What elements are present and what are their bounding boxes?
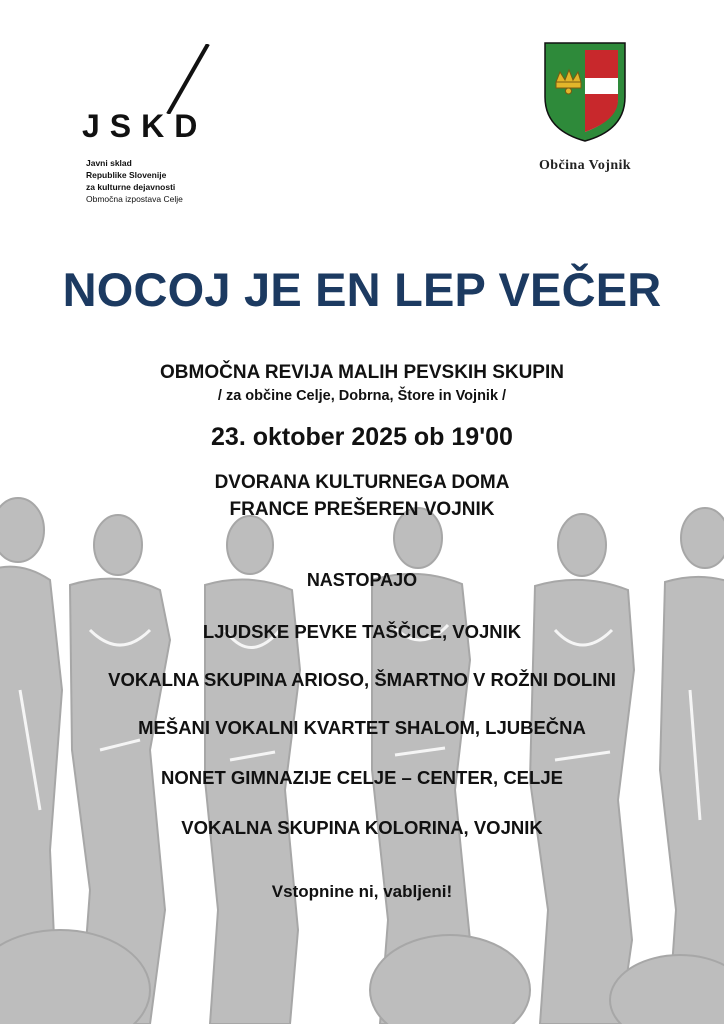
jskd-line-2: Republike Slovenije	[86, 170, 167, 180]
performers-heading: NASTOPAJO	[306, 570, 418, 590]
event-datetime: 23. oktober 2025 ob 19'00	[211, 423, 513, 451]
performer-item: LJUDSKE PEVKE TAŠČICE, VOJNIK	[202, 621, 522, 642]
event-title: NOCOJ JE EN LEP VEČER	[62, 263, 662, 316]
jskd-line-3: za kulturne dejavnosti	[86, 182, 176, 192]
performer-item: VOKALNA SKUPINA KOLORINA, VOJNIK	[181, 817, 543, 838]
jskd-mark-icon	[80, 44, 220, 114]
event-region: / za občine Celje, Dobrna, Štore in Vojnik /	[217, 388, 507, 404]
performer-item: NONET GIMNAZIJE CELJE – CENTER, CELJE	[161, 767, 563, 788]
performer-item: MEŠANI VOKALNI KVARTET SHALOM, LJUBEČNA	[138, 717, 586, 738]
vojnik-coat-of-arms-icon	[544, 42, 626, 142]
jskd-line-1: Javni sklad	[86, 158, 132, 168]
municipality-name: Občina Vojnik	[539, 158, 631, 173]
closing-note: Vstopnine ni, vabljeni!	[271, 882, 453, 901]
jskd-tagline	[86, 157, 183, 205]
event-subtitle: OBMOČNA REVIJA MALIH PEVSKIH SKUPIN	[160, 362, 564, 383]
jskd-line-4: Območna izpostava Celje	[86, 194, 183, 204]
venue-line-1: DVORANA KULTURNEGA DOMA	[214, 472, 510, 493]
venue-line-2: FRANCE PREŠEREN VOJNIK	[229, 499, 495, 520]
performer-item: VOKALNA SKUPINA ARIOSO, ŠMARTNO V ROŽNI DOLINI	[108, 669, 616, 690]
jskd-letters: JSKD	[82, 108, 208, 144]
jskd-logo	[80, 44, 220, 204]
